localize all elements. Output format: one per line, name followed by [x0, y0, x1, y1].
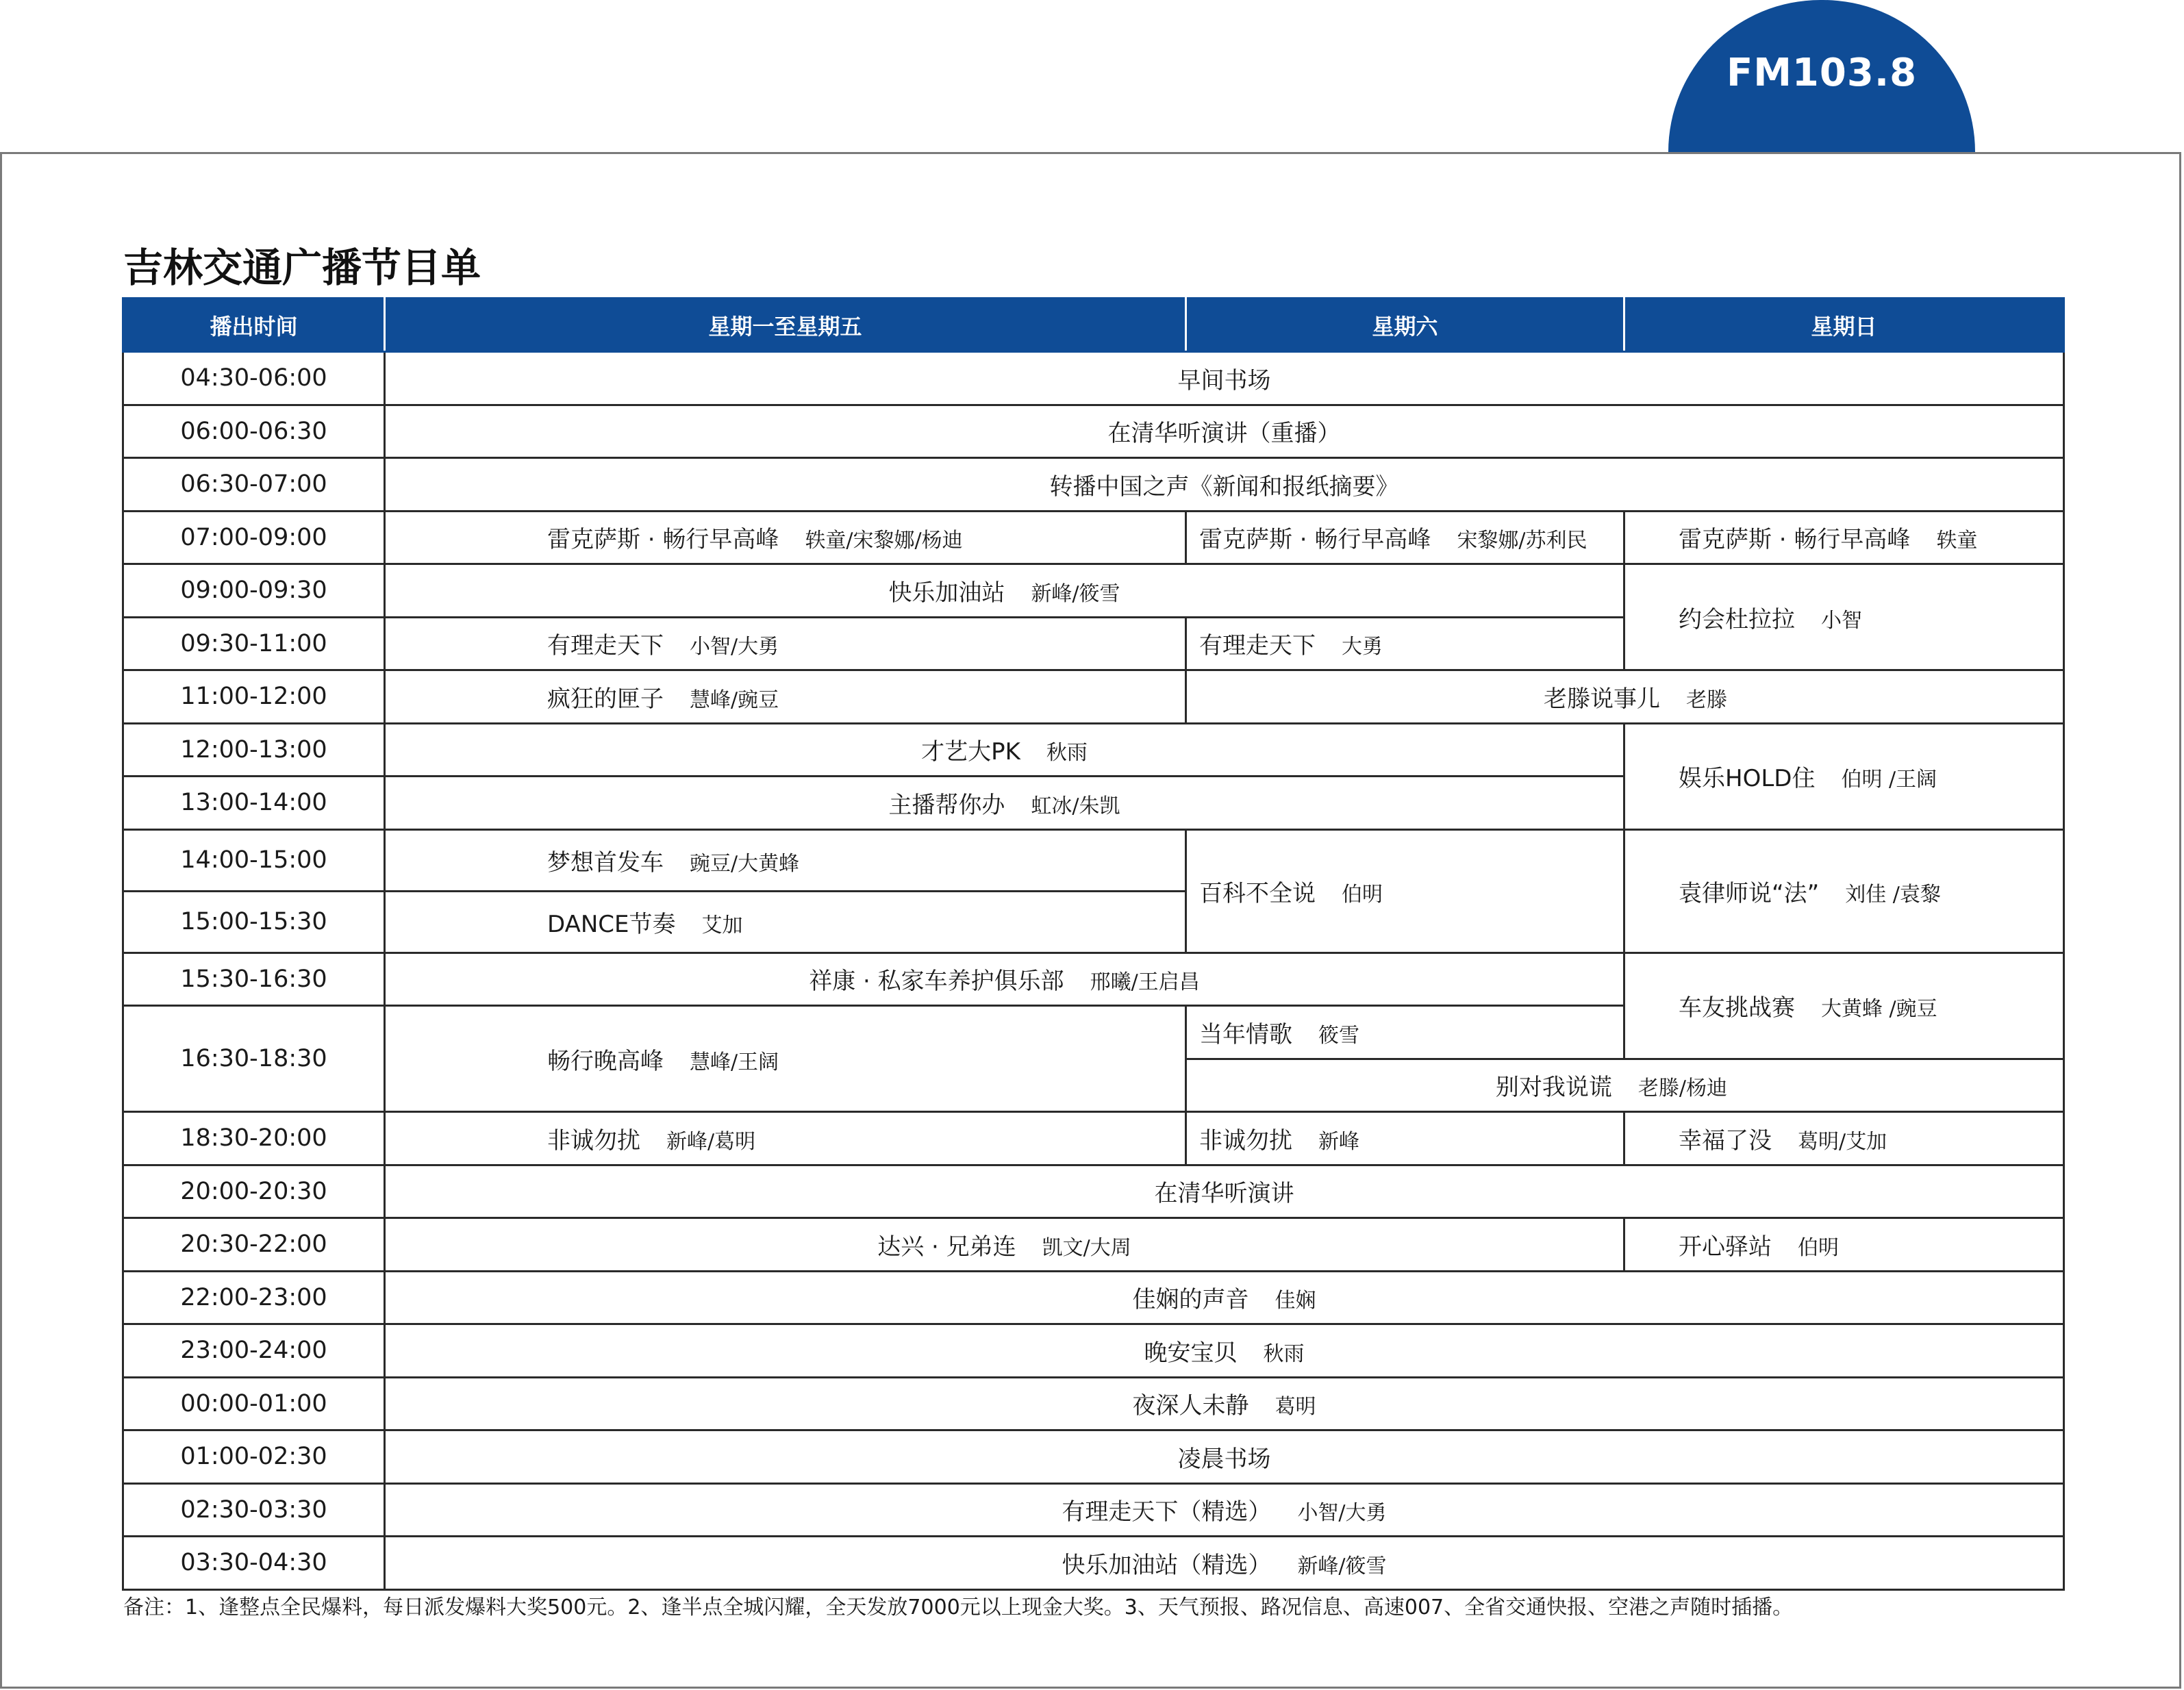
program-host: 刘佳 /袁黎 — [1845, 882, 1941, 907]
program-name: 开心驿站 — [1679, 1233, 1772, 1261]
schedule-row — [123, 1324, 2064, 1378]
header-saturday: 星期六 — [1186, 299, 1624, 352]
program-name: 祥康 · 私家车养护俱乐部 — [809, 968, 1064, 996]
time-slot: 00:00-01:00 — [123, 1377, 385, 1430]
program-name: 才艺大PK — [921, 738, 1020, 766]
program-name: 主播帮你办 — [888, 791, 1005, 819]
program-name: 雷克萨斯 · 畅行早高峰 — [547, 526, 779, 554]
program-cell — [1624, 829, 2064, 953]
schedule-row — [123, 352, 2064, 405]
program-name: 夜深人未静 — [1132, 1392, 1249, 1420]
program-host: 新峰 — [1318, 1129, 1359, 1154]
schedule-row — [123, 1483, 2064, 1537]
time-slot: 04:30-06:00 — [123, 352, 385, 405]
program-cell — [1186, 829, 1624, 953]
program-host: 凯文/大周 — [1042, 1235, 1131, 1260]
program-host: 慧峰/王阔 — [690, 1050, 779, 1074]
time-slot: 09:00-09:30 — [123, 564, 385, 618]
program-cell — [1186, 1006, 1624, 1059]
program-host: 豌豆/大黄蜂 — [690, 851, 800, 876]
schedule-row — [123, 511, 2064, 564]
schedule-row — [123, 1377, 2064, 1430]
program-cell — [385, 953, 1624, 1006]
program-cell — [1186, 670, 2064, 724]
program-host: 伯明 — [1342, 882, 1383, 907]
program-name: 雷克萨斯 · 畅行早高峰 — [1199, 526, 1431, 554]
program-cell — [385, 1165, 2064, 1218]
program-cell — [1624, 723, 2064, 829]
time-slot: 11:00-12:00 — [123, 670, 385, 724]
program-host: 新峰/筱雪 — [1297, 1554, 1387, 1578]
time-slot: 15:00-15:30 — [123, 891, 385, 953]
program-cell — [1624, 953, 2064, 1059]
header-weekday: 星期一至星期五 — [385, 299, 1186, 352]
program-name: 在清华听演讲（重播） — [1107, 420, 1341, 448]
program-host: 伯明 /王阔 — [1841, 768, 1937, 792]
program-name: 佳娴的声音 — [1132, 1286, 1249, 1314]
frequency-badge — [1668, 0, 1975, 152]
program-cell — [385, 1483, 2064, 1537]
program-name: 快乐加油站 — [888, 579, 1005, 607]
program-host: 宋黎娜/苏利民 — [1457, 529, 1587, 553]
program-host: 慧峰/豌豆 — [690, 688, 779, 712]
time-slot: 03:30-04:30 — [123, 1537, 385, 1590]
header-time: 播出时间 — [123, 299, 385, 352]
time-slot: 20:00-20:30 — [123, 1165, 385, 1218]
program-cell — [385, 617, 1186, 670]
program-cell — [385, 1112, 1186, 1165]
program-name: 有理走天下 — [1199, 632, 1316, 660]
time-slot: 18:30-20:00 — [123, 1112, 385, 1165]
program-host: 新峰/葛明 — [666, 1129, 756, 1154]
program-name: 晚安宝贝 — [1144, 1339, 1238, 1367]
program-host: 伯明 — [1798, 1235, 1839, 1260]
program-host: 老滕 — [1686, 688, 1727, 712]
program-host: 秋雨 — [1046, 741, 1088, 766]
program-host: 小智/大勇 — [690, 635, 779, 659]
header-sunday: 星期日 — [1624, 299, 2064, 352]
time-slot: 12:00-13:00 — [123, 723, 385, 777]
program-name: 早间书场 — [1177, 366, 1271, 394]
program-cell — [385, 1218, 1624, 1272]
time-slot: 09:30-11:00 — [123, 617, 385, 670]
program-name: 畅行晚高峰 — [547, 1047, 664, 1075]
program-name: 凌晨书场 — [1177, 1445, 1271, 1473]
program-host: 艾加 — [701, 913, 743, 937]
program-host: 老滕/杨迪 — [1637, 1076, 1727, 1101]
program-cell — [1186, 511, 1624, 564]
schedule-row — [123, 405, 2064, 458]
program-cell — [385, 1324, 2064, 1378]
program-host: 小智 — [1821, 608, 1862, 633]
time-slot: 06:30-07:00 — [123, 458, 385, 512]
time-slot: 02:30-03:30 — [123, 1483, 385, 1537]
program-host: 轶童/宋黎娜/杨迪 — [805, 529, 963, 553]
schedule-row — [123, 953, 2064, 1006]
schedule-row — [123, 1165, 2064, 1218]
program-name: DANCE节奏 — [547, 910, 676, 938]
program-host: 轶童 — [1936, 529, 1978, 553]
program-name: 疯狂的匣子 — [547, 685, 664, 713]
program-name: 梦想首发车 — [547, 848, 664, 876]
program-cell — [385, 777, 1624, 830]
schedule-row — [123, 670, 2064, 724]
program-name: 百科不全说 — [1199, 879, 1316, 907]
program-cell — [385, 1537, 2064, 1590]
schedule-row — [123, 1218, 2064, 1272]
time-slot: 13:00-14:00 — [123, 777, 385, 830]
program-name: 非诚勿扰 — [547, 1126, 640, 1155]
program-name: 雷克萨斯 · 畅行早高峰 — [1679, 526, 1911, 554]
program-name: 车友挑战赛 — [1679, 994, 1795, 1022]
program-cell — [1624, 1218, 2064, 1272]
program-cell — [385, 1006, 1186, 1112]
program-name: 达兴 · 兄弟连 — [877, 1233, 1016, 1261]
page-title: 吉林交通广播节目单 — [123, 244, 481, 291]
program-cell — [1186, 1112, 1624, 1165]
time-slot: 06:00-06:30 — [123, 405, 385, 458]
time-slot: 07:00-09:00 — [123, 511, 385, 564]
schedule-row — [123, 723, 2064, 777]
program-host: 佳娴 — [1275, 1289, 1316, 1313]
time-slot: 16:30-18:30 — [123, 1006, 385, 1112]
schedule-row — [123, 829, 2064, 891]
program-cell — [385, 352, 2064, 405]
time-slot: 15:30-16:30 — [123, 953, 385, 1006]
program-cell — [385, 723, 1624, 777]
schedule-row — [123, 564, 2064, 618]
schedule-row — [123, 1537, 2064, 1590]
program-cell — [385, 891, 1186, 953]
program-name: 快乐加油站（精选） — [1062, 1551, 1272, 1579]
frequency-label: FM103.8 — [1726, 50, 1918, 95]
program-name: 幸福了没 — [1679, 1126, 1772, 1155]
time-slot: 23:00-24:00 — [123, 1324, 385, 1378]
program-name: 非诚勿扰 — [1199, 1126, 1292, 1155]
program-cell — [385, 670, 1186, 724]
program-cell — [385, 1430, 2064, 1484]
program-cell — [1186, 617, 1624, 670]
program-host: 大黄蜂 /豌豆 — [1821, 997, 1937, 1021]
program-cell — [1624, 511, 2064, 564]
time-slot: 14:00-15:00 — [123, 829, 385, 891]
program-name: 有理走天下（精选） — [1062, 1498, 1272, 1526]
program-cell — [385, 458, 2064, 512]
program-host: 大勇 — [1342, 635, 1383, 659]
schedule-row — [123, 1271, 2064, 1324]
program-cell — [1624, 1112, 2064, 1165]
program-name: 袁律师说“法” — [1679, 879, 1820, 907]
schedule-row — [123, 1112, 2064, 1165]
program-cell — [385, 829, 1186, 891]
program-cell — [385, 564, 1624, 618]
time-slot: 20:30-22:00 — [123, 1218, 385, 1272]
program-name: 当年情歌 — [1199, 1020, 1292, 1048]
schedule-row — [123, 1430, 2064, 1484]
program-host: 邢曦/王启昌 — [1090, 970, 1200, 995]
program-name: 别对我说谎 — [1495, 1074, 1612, 1102]
header-row — [123, 299, 2064, 352]
program-cell — [385, 511, 1186, 564]
program-host: 虹冰/朱凯 — [1031, 794, 1120, 818]
program-host: 葛明 — [1275, 1395, 1316, 1420]
program-host: 新峰/筱雪 — [1031, 581, 1120, 606]
time-slot: 01:00-02:30 — [123, 1430, 385, 1484]
schedule-row — [123, 458, 2064, 512]
schedule-table — [122, 297, 2065, 1591]
program-host: 秋雨 — [1263, 1341, 1305, 1366]
program-host: 筱雪 — [1318, 1023, 1359, 1048]
program-name: 在清华听演讲 — [1154, 1180, 1294, 1208]
program-cell — [385, 1271, 2064, 1324]
program-host: 小智/大勇 — [1297, 1501, 1387, 1526]
program-cell — [1186, 1059, 2064, 1112]
program-cell — [1624, 564, 2064, 670]
program-name: 转播中国之声《新闻和报纸摘要》 — [1049, 472, 1399, 501]
program-cell — [385, 405, 2064, 458]
footnote: 备注：1、逢整点全民爆料，每日派发爆料大奖500元。2、逢半点全城闪耀，全天发放7000元以上现金大奖。3、天气预报、路况信息、高速007、全省交通快报、空港之声随时插播。 — [123, 1596, 1794, 1619]
program-name: 娱乐HOLD住 — [1679, 765, 1816, 792]
program-name: 约会杜拉拉 — [1679, 605, 1795, 633]
time-slot: 22:00-23:00 — [123, 1271, 385, 1324]
program-host: 葛明/艾加 — [1798, 1129, 1887, 1154]
program-name: 老滕说事儿 — [1544, 685, 1660, 713]
program-cell — [385, 1377, 2064, 1430]
program-name: 有理走天下 — [547, 632, 664, 660]
